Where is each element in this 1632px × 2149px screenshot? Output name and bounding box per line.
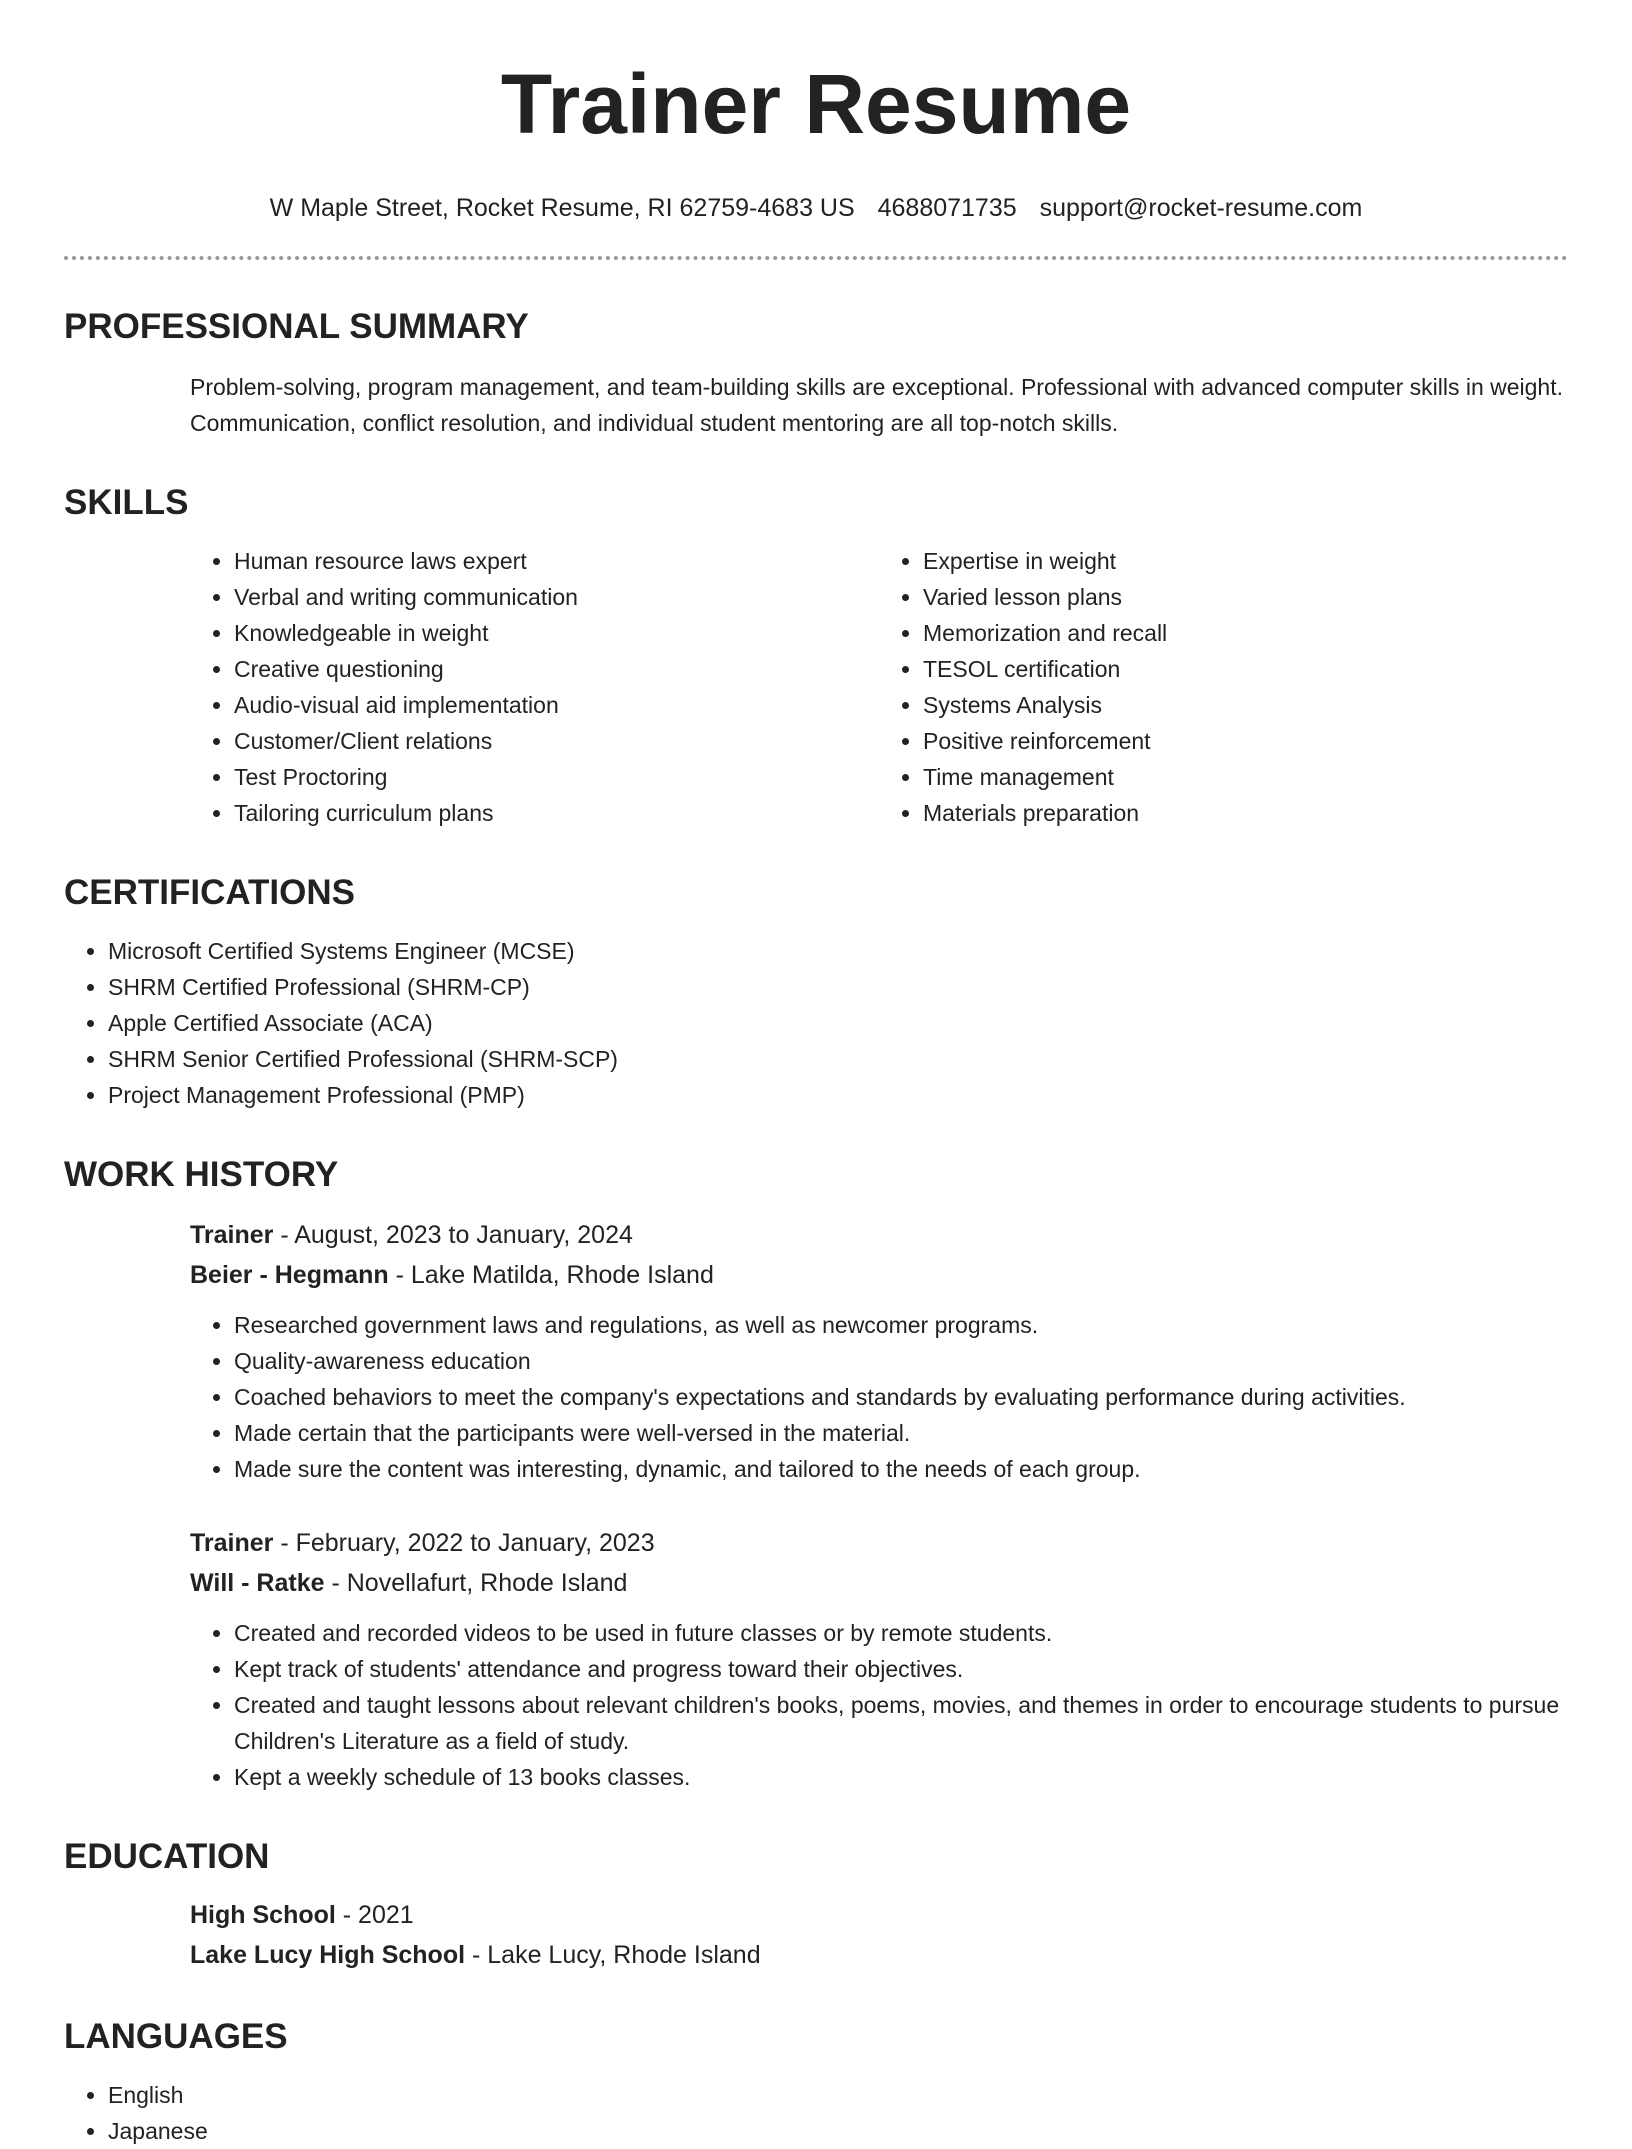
education-section bbox=[64, 1835, 1568, 1975]
job-bullet: • Created and recorded videos to be used in future classes or by remote students. bbox=[234, 1615, 1568, 1651]
skill-item: • Human resource laws expert bbox=[234, 543, 879, 579]
skill-item: • Test Proctoring bbox=[234, 759, 879, 795]
job-bullet: • Made certain that the participants were well-versed in the material. bbox=[234, 1415, 1568, 1451]
education-school: Lake Lucy High School bbox=[190, 1941, 466, 1969]
job-bullet: • Created and taught lessons about relevant children's books, poems, movies, and themes in order to encourage students to pursue Children's Literature as a field of study. bbox=[234, 1687, 1568, 1759]
language-item: • Japanese bbox=[108, 2113, 1568, 2149]
summary-section bbox=[64, 305, 1568, 441]
resume-title: Trainer Resume bbox=[500, 57, 1132, 151]
certifications-list bbox=[64, 933, 1568, 1113]
job-entry bbox=[190, 1215, 1568, 1487]
job-location: - Novellafurt, Rhode Island bbox=[324, 1569, 628, 1597]
education-entry bbox=[190, 1895, 1568, 1975]
job-dates: - August, 2023 to January, 2024 bbox=[273, 1221, 633, 1249]
skill-item: • Verbal and writing communication bbox=[234, 579, 879, 615]
education-degree: High School bbox=[190, 1901, 336, 1929]
skill-item: • Memorization and recall bbox=[923, 615, 1568, 651]
certification-item: • Project Management Professional (PMP) bbox=[108, 1077, 1568, 1113]
summary-heading: PROFESSIONAL SUMMARY bbox=[64, 307, 529, 346]
job-company-line bbox=[190, 1563, 1568, 1603]
skills-list-left bbox=[190, 543, 879, 831]
contact-address: W Maple Street, Rocket Resume, RI 62759-4683 US bbox=[269, 194, 855, 222]
contact-phone: 4688071735 bbox=[877, 194, 1017, 222]
job-company: Beier - Hegmann bbox=[190, 1261, 389, 1289]
languages-heading: LANGUAGES bbox=[64, 2017, 288, 2056]
job-bullet: • Made sure the content was interesting, dynamic, and tailored to the needs of each group. bbox=[234, 1451, 1568, 1487]
education-heading: EDUCATION bbox=[64, 1837, 270, 1876]
language-item: • English bbox=[108, 2077, 1568, 2113]
skill-item: • Knowledgeable in weight bbox=[234, 615, 879, 651]
job-title-line bbox=[190, 1523, 1568, 1563]
certification-item: • SHRM Senior Certified Professional (SHRM-SCP) bbox=[108, 1041, 1568, 1077]
job-bullets bbox=[190, 1615, 1568, 1795]
certification-item: • Microsoft Certified Systems Engineer (MCSE) bbox=[108, 933, 1568, 969]
work-history-heading: WORK HISTORY bbox=[64, 1155, 339, 1194]
skill-item: • Varied lesson plans bbox=[923, 579, 1568, 615]
certification-item: • SHRM Certified Professional (SHRM-CP) bbox=[108, 969, 1568, 1005]
skills-heading: SKILLS bbox=[64, 483, 189, 522]
job-bullets bbox=[190, 1307, 1568, 1487]
languages-list bbox=[64, 2077, 1568, 2149]
job-title-line bbox=[190, 1215, 1568, 1255]
header-divider bbox=[64, 256, 1568, 260]
job-company-line bbox=[190, 1255, 1568, 1295]
skill-item: • TESOL certification bbox=[923, 651, 1568, 687]
certifications-section bbox=[64, 871, 1568, 1113]
skill-item: • Audio-visual aid implementation bbox=[234, 687, 879, 723]
skill-item: • Positive reinforcement bbox=[923, 723, 1568, 759]
education-degree-line bbox=[190, 1895, 1568, 1935]
contact-line bbox=[64, 192, 1568, 224]
job-bullet: • Researched government laws and regulations, as well as newcomer programs. bbox=[234, 1307, 1568, 1343]
skills-section bbox=[64, 481, 1568, 831]
certification-item: • Apple Certified Associate (ACA) bbox=[108, 1005, 1568, 1041]
job-bullet: • Coached behaviors to meet the company's expectations and standards by evaluating performance during activities. bbox=[234, 1379, 1568, 1415]
skill-item: • Customer/Client relations bbox=[234, 723, 879, 759]
contact-email: support@rocket-resume.com bbox=[1039, 194, 1363, 222]
education-year: - 2021 bbox=[335, 1901, 414, 1929]
job-dates: - February, 2022 to January, 2023 bbox=[273, 1529, 655, 1557]
skill-item: • Creative questioning bbox=[234, 651, 879, 687]
work-history-section bbox=[64, 1153, 1568, 1795]
skills-grid bbox=[190, 543, 1568, 831]
summary-text: Problem-solving, program management, and team-building skills are exceptional. Professional with advanced computer skills in weight. Communication, conflict resolution, and individual student mentoring are all top-notch skills. bbox=[190, 374, 1564, 436]
languages-section bbox=[64, 2015, 1568, 2149]
job-location: - Lake Matilda, Rhode Island bbox=[388, 1261, 714, 1289]
education-location: - Lake Lucy, Rhode Island bbox=[465, 1941, 761, 1969]
skill-item: • Materials preparation bbox=[923, 795, 1568, 831]
job-bullet: • Kept a weekly schedule of 13 books classes. bbox=[234, 1759, 1568, 1795]
education-school-line bbox=[190, 1935, 1568, 1975]
job-company: Will - Ratke bbox=[190, 1569, 325, 1597]
certifications-heading: CERTIFICATIONS bbox=[64, 873, 356, 912]
job-title: Trainer bbox=[190, 1221, 274, 1249]
skill-item: • Tailoring curriculum plans bbox=[234, 795, 879, 831]
job-bullet: • Quality-awareness education bbox=[234, 1343, 1568, 1379]
job-entry bbox=[190, 1523, 1568, 1795]
skill-item: • Systems Analysis bbox=[923, 687, 1568, 723]
job-bullet: • Kept track of students' attendance and progress toward their objectives. bbox=[234, 1651, 1568, 1687]
skill-item: • Expertise in weight bbox=[923, 543, 1568, 579]
job-title: Trainer bbox=[190, 1529, 274, 1557]
skills-list-right bbox=[879, 543, 1568, 831]
skill-item: • Time management bbox=[923, 759, 1568, 795]
